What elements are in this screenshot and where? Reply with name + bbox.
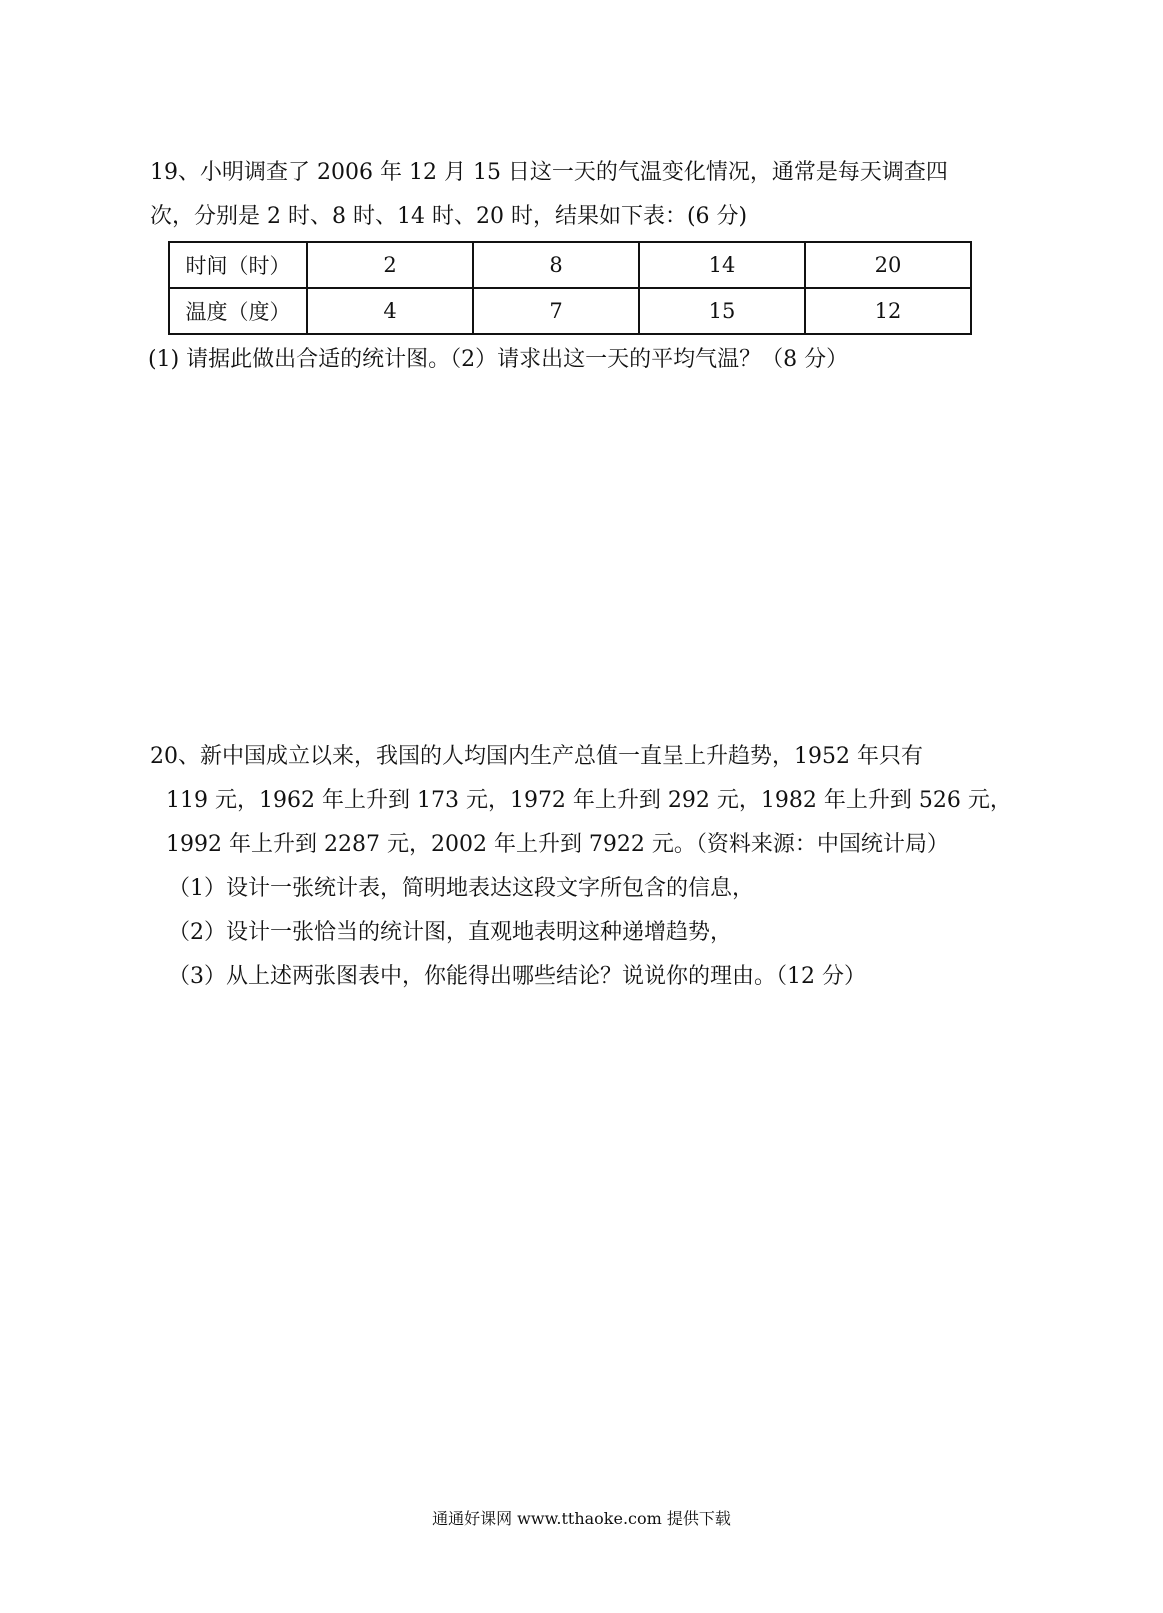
table-header-temperature: 温度（度） xyxy=(169,288,307,334)
table-cell: 20 xyxy=(805,242,971,288)
table-cell: 14 xyxy=(639,242,805,288)
table-header-time: 时间（时） xyxy=(169,242,307,288)
table-cell: 8 xyxy=(473,242,639,288)
table-cell: 7 xyxy=(473,288,639,334)
q20-text-line-3: 1992 年上升到 2287 元，2002 年上升到 7922 元。（资料来源：中国统计局） xyxy=(166,832,949,857)
table-cell: 2 xyxy=(307,242,473,288)
q20-text-line-1: 20、新中国成立以来，我国的人均国内生产总值一直呈上升趋势，1952 年只有 xyxy=(150,744,923,769)
q19-subquestion: (1) 请据此做出合适的统计图。（2）请求出这一天的平均气温？（8 分） xyxy=(148,347,849,372)
footer-credit: 通通好课网 www.tthaoke.com 提供下载 xyxy=(432,1509,731,1528)
table-row-time xyxy=(169,242,971,288)
q19-text-line-1: 19、小明调查了 2006 年 12 月 15 日这一天的气温变化情况，通常是每天调查四 xyxy=(150,160,948,185)
table-cell: 15 xyxy=(639,288,805,334)
q20-subquestion-3: （3）从上述两张图表中，你能得出哪些结论？说说你的理由。（12 分） xyxy=(168,964,866,989)
q20-text-line-2: 119 元，1962 年上升到 173 元，1972 年上升到 292 元，1982 年上升到 526 元， xyxy=(166,788,1012,813)
table-row-temperature xyxy=(169,288,971,334)
q20-subquestion-2: （2）设计一张恰当的统计图，直观地表明这种递增趋势， xyxy=(168,920,732,945)
temperature-table xyxy=(168,241,972,335)
q19-text-line-2: 次，分别是 2 时、8 时、14 时、20 时，结果如下表：(6 分) xyxy=(150,204,748,229)
q20-subquestion-1: （1）设计一张统计表，简明地表达这段文字所包含的信息， xyxy=(168,876,754,901)
table-cell: 12 xyxy=(805,288,971,334)
table-cell: 4 xyxy=(307,288,473,334)
